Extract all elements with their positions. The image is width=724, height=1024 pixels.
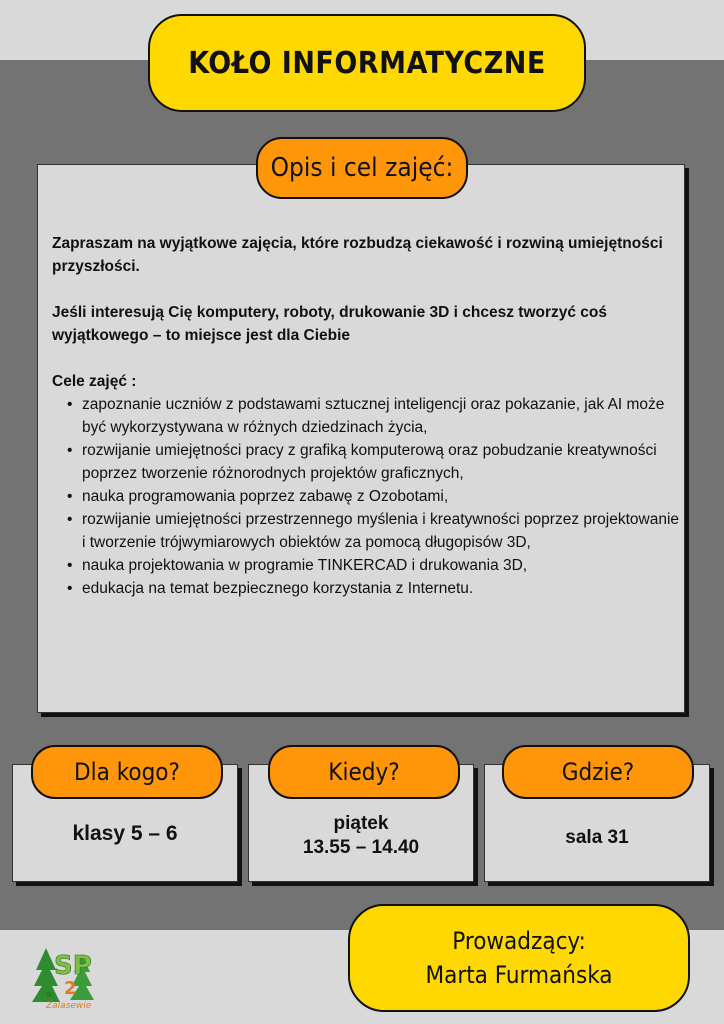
school-logo xyxy=(32,940,106,1012)
goal-item: • edukacja na temat bezpiecznego korzystania z Internetu. xyxy=(82,577,682,600)
leader-name: Marta Furmańska xyxy=(425,961,613,989)
when-heading: Kiedy? xyxy=(268,745,460,799)
logo-w: w xyxy=(46,990,53,999)
when-value xyxy=(248,812,474,860)
logo-place: Zalasewie xyxy=(46,1001,92,1011)
goal-item: • zapoznanie uczniów z podstawami sztucznej inteligencji oraz pokazanie, jak AI może być wykorzystywana w różnych dziedzinach życia, xyxy=(82,393,682,439)
invite-text: Jeśli interesują Cię komputery, roboty, drukowanie 3D i chcesz tworzyć coś wyjątkowego – to miejsce jest dla Ciebie xyxy=(52,304,608,344)
when-day: piątek xyxy=(333,813,389,834)
logo-number: 2 xyxy=(64,978,77,999)
leader-box xyxy=(348,904,690,1012)
goal-item: • nauka programowania poprzez zabawę z Ozobotami, xyxy=(82,485,682,508)
goal-item: • rozwijanie umiejętności pracy z grafiką komputerową oraz pobudzanie kreatywności poprzez tworzenie różnorodnych projektów graficznych, xyxy=(82,439,682,485)
where-heading: Gdzie? xyxy=(502,745,694,799)
page-title: KOŁO INFORMATYCZNE xyxy=(148,14,586,112)
who-heading: Dla kogo? xyxy=(31,745,223,799)
logo-letters: SP xyxy=(54,951,92,981)
leader-label: Prowadzący: xyxy=(452,927,586,955)
description-heading: Opis i cel zajęć: xyxy=(256,137,468,199)
goals-list xyxy=(52,393,682,600)
where-value: sala 31 xyxy=(565,827,629,848)
goals-label: Cele zajęć : xyxy=(52,373,137,390)
intro-text: Zapraszam na wyjątkowe zajęcia, które rozbudzą ciekawość i rozwiną umiejętności przyszłości. xyxy=(52,235,663,275)
when-time: 13.55 – 14.40 xyxy=(302,837,420,858)
who-value: klasy 5 – 6 xyxy=(72,822,178,845)
goal-item: • nauka projektowania w programie TINKERCAD i drukowania 3D, xyxy=(82,554,682,577)
goal-item: • rozwijanie umiejętności przestrzennego myślenia i kreatywności poprzez projektowanie i tworzenie trójwymiarowych obiektów za pomocą długopisów 3D, xyxy=(82,508,682,554)
description-content xyxy=(52,232,682,600)
